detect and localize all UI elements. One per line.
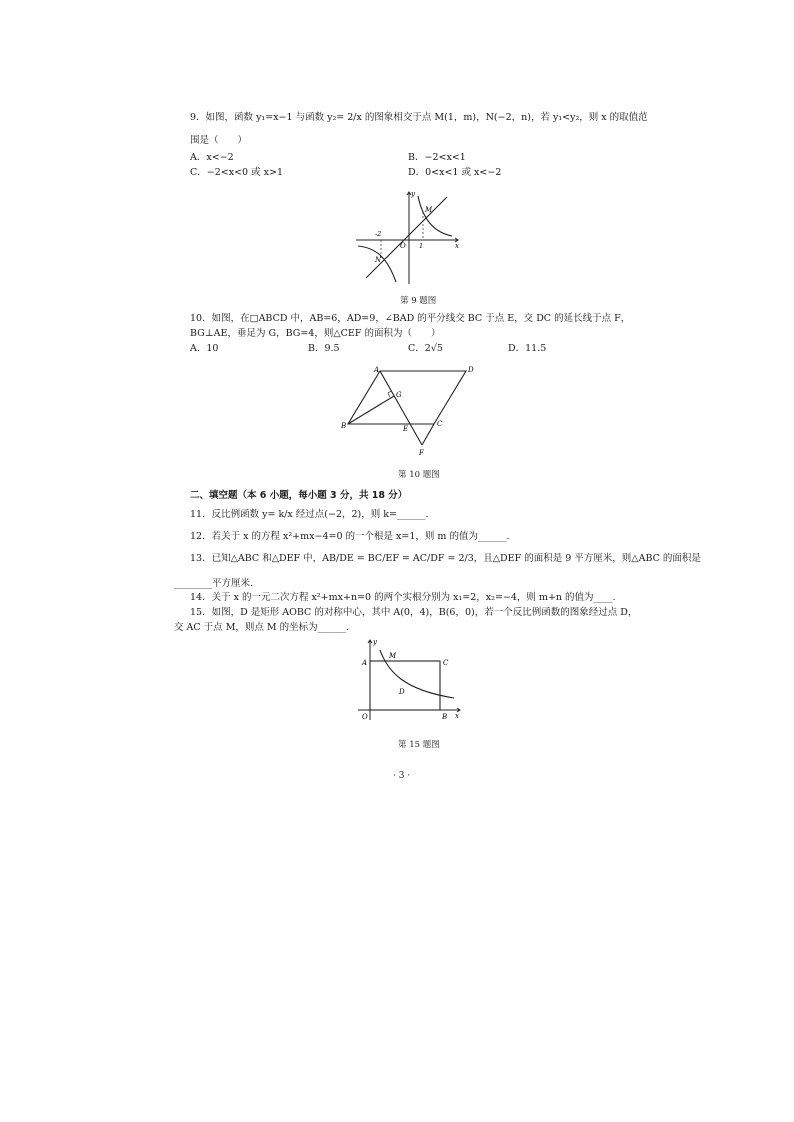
q9-point-m: M [425,206,433,214]
q15-label-c: C [443,659,449,667]
section-fill-in-title: 二、填空题（本 6 小题，每小题 3 分，共 18 分） [190,490,408,501]
q14-text: 14．关于 x 的一元二次方程 x²+mx+n=0 的两个实根分别为 x₁=2，x₂=−4，则 m+n 的值为____. [190,592,616,603]
q15-label-a: A [362,659,368,667]
q10-figure [338,362,483,460]
q10-option-a: A．10 [190,343,219,354]
q10-option-c: C．2√5 [408,343,443,354]
q9-line1: 9．如图，函数 y₁=x−1 与函数 y₂= 2/x 的图象相交于点 M(1，m)，N(−2，n)，若 y₁<y₂，则 x 的取值范 [190,112,648,123]
q9-origin-label: O [400,242,406,250]
q10-option-b: B．9.5 [308,343,340,354]
q11-text: 11．反比例函数 y= k/x 经过点(−2，2)，则 k=______. [190,509,429,520]
q15-label-b: B [442,713,448,721]
q15-label-d: D [399,688,405,696]
q9-tick-neg2: -2 [375,230,382,238]
q9-option-d: D．0<x<1 或 x<−2 [408,167,502,178]
q13-line2: ________平方厘米. [174,578,254,589]
q9-option-a: A．x<−2 [190,152,234,163]
q10-parallelogram [348,371,466,424]
q10-line-cf [422,424,434,445]
q10-label-f: F [419,449,424,457]
q13-line1: 13．已知△ABC 和△DEF 中，AB/DE = BC/EF = AC/DF = 2/3，且△DEF 的面积是 9 平方厘米，则△ABC 的面积是 [190,553,701,564]
q9-hyperbola-left [358,246,396,282]
q10-option-d: D．11.5 [508,343,547,354]
page-number: · 3 · [393,771,411,781]
q10-label-c: C [437,420,443,428]
q15-caption: 第 15 题图 [398,740,440,750]
q10-line2: BG⊥AE，垂足为 G，BG=4，则△CEF 的面积为（ ） [190,328,441,339]
q10-label-e: E [403,425,409,433]
q9-line2: 围是（ ） [190,135,248,146]
q15-rectangle [370,661,440,710]
q9-x-label: x [455,242,459,250]
q10-label-a: A [374,366,380,374]
q15-label-o: O [362,713,368,721]
q15-line1: 15．如图，D 是矩形 AOBC 的对称中心，其中 A(0，4)，B(6，0)，若一个反比例函数的图象经过点 D， [190,607,638,618]
q10-line-bg [348,396,394,424]
q10-label-b: B [341,422,347,430]
q15-figure [354,636,466,724]
q15-label-m: M [389,652,397,660]
q9-option-c: C．−2<x<0 或 x>1 [190,167,283,178]
q10-caption: 第 10 题图 [398,470,440,480]
q9-tick-1: 1 [419,242,424,250]
q10-label-d: D [468,366,474,374]
q9-option-b: B．−2<x<1 [408,152,466,163]
q10-line-af [380,371,422,445]
q9-figure [352,188,467,288]
q10-label-g: G [396,391,402,399]
q9-point-n: N [375,256,382,264]
q15-line2: 交 AC 于点 M，则点 M 的坐标为______. [174,622,350,633]
q15-x-label: x [455,712,459,720]
q15-y-label: y [373,638,377,646]
q12-text: 12．若关于 x 的方程 x²+mx−4=0 的一个根是 x=1，则 m 的值为______. [190,531,510,542]
q9-y-label: y [411,190,415,198]
q9-caption: 第 9 题图 [400,296,437,306]
q10-line1: 10．如图，在□ABCD 中，AB=6，AD=9，∠BAD 的平分线交 BC 于点 E，交 DC 的延长线于点 F， [190,313,631,324]
